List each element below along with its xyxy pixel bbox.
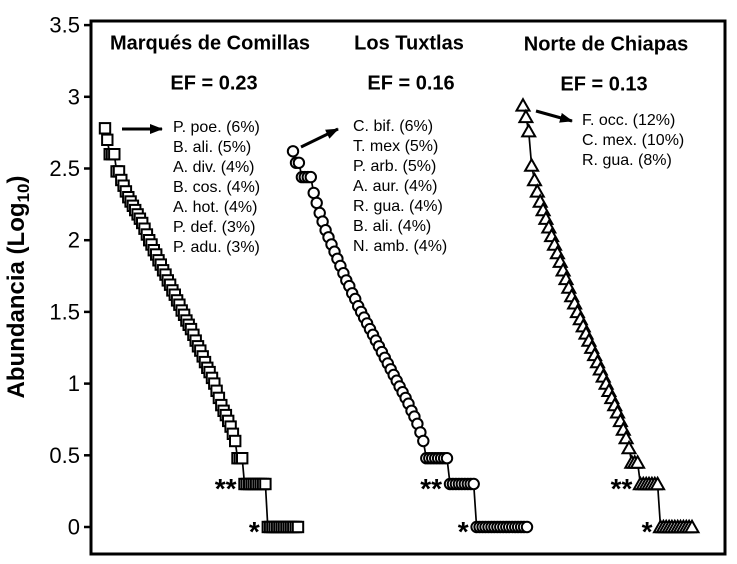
y-axis-tick-label: 0.5 (49, 442, 80, 468)
species-list-item: N. amb. (4%) (353, 238, 448, 255)
data-point-marker-square (109, 149, 119, 159)
data-point-marker-triangle (531, 185, 544, 196)
asterisk-annotation: * (641, 516, 653, 547)
y-axis-tick-label: 2 (67, 227, 80, 253)
data-point-marker-square (237, 453, 247, 463)
species-list-item: F. occ. (12%) (582, 112, 676, 129)
species-list-item: P. arb. (5%) (353, 158, 437, 175)
panel-ef-label: EF = 0.23 (170, 72, 258, 95)
data-point-marker-triangle (525, 159, 538, 170)
species-list-item: B. cos. (4%) (173, 179, 261, 196)
species-list-item: P. adu. (3%) (173, 239, 260, 256)
species-list-item: T. mex (5%) (353, 138, 439, 155)
species-list-item: R. gua. (8%) (582, 152, 672, 169)
y-axis-label-subscript: 10 (14, 183, 33, 203)
species-list-item: A. hot. (4%) (173, 199, 258, 216)
data-point-marker-triangle (519, 111, 532, 122)
arrow-annotation (301, 129, 338, 147)
data-point-marker-square (102, 135, 112, 145)
data-point-marker-circle (312, 198, 322, 208)
panel-title: Los Tuxtlas (354, 32, 464, 55)
species-list-item: A. aur. (4%) (353, 178, 438, 195)
data-point-marker-circle (469, 479, 479, 489)
data-point-marker-triangle (517, 99, 530, 110)
species-list-item: C. bif. (6%) (353, 118, 434, 135)
panel-ef-label: EF = 0.13 (560, 73, 648, 96)
y-axis-label-end: ) (3, 175, 30, 184)
species-list-item: C. mex. (10%) (582, 132, 685, 149)
series-line (293, 151, 527, 527)
species-list-item: P. def. (3%) (173, 219, 256, 236)
y-axis-label-main: Abundancia (Log (3, 202, 30, 399)
species-list-item: B. ali. (4%) (353, 218, 432, 235)
panel-title: Norte de Chiapas (523, 33, 689, 56)
asterisk-annotation: ** (420, 473, 442, 504)
y-axis-tick-label: 1 (67, 371, 80, 397)
y-axis-tick-label: 0 (67, 514, 80, 540)
y-axis-tick-label: 2.5 (49, 156, 80, 181)
data-point-marker-square (100, 123, 110, 133)
species-list-item: R. gua. (4%) (353, 198, 443, 215)
data-point-marker-square (293, 522, 303, 532)
data-point-marker-circle (442, 453, 452, 463)
y-axis-tick-label: 1.5 (49, 299, 80, 325)
data-point-marker-circle (306, 172, 316, 182)
asterisk-annotation: * (248, 516, 260, 547)
series-line (105, 128, 298, 527)
panel-title: Marqués de Comillas (109, 32, 311, 55)
data-point-marker-circle (294, 158, 304, 168)
y-axis-tick-label: 3 (67, 84, 80, 110)
y-axis-tick-label: 3.5 (49, 12, 80, 38)
data-point-marker-triangle (528, 174, 541, 185)
data-point-marker-circle (288, 146, 298, 156)
asterisk-annotation: ** (214, 473, 237, 504)
species-list-item: B. ali. (5%) (173, 139, 252, 156)
arrow-annotation (536, 111, 572, 121)
species-list-item: P. poe. (6%) (173, 119, 260, 136)
data-point-marker-circle (309, 188, 319, 198)
asterisk-annotation: * (457, 516, 469, 547)
asterisk-annotation: ** (610, 473, 633, 504)
species-list-item: A. div. (4%) (173, 159, 255, 176)
series-line (523, 105, 692, 527)
data-point-marker-circle (522, 522, 532, 532)
data-point-marker-square (230, 436, 240, 446)
data-point-marker-square (260, 479, 270, 489)
data-point-marker-circle (418, 436, 428, 446)
data-point-marker-triangle (522, 125, 535, 136)
panel-ef-label: EF = 0.16 (367, 72, 455, 95)
